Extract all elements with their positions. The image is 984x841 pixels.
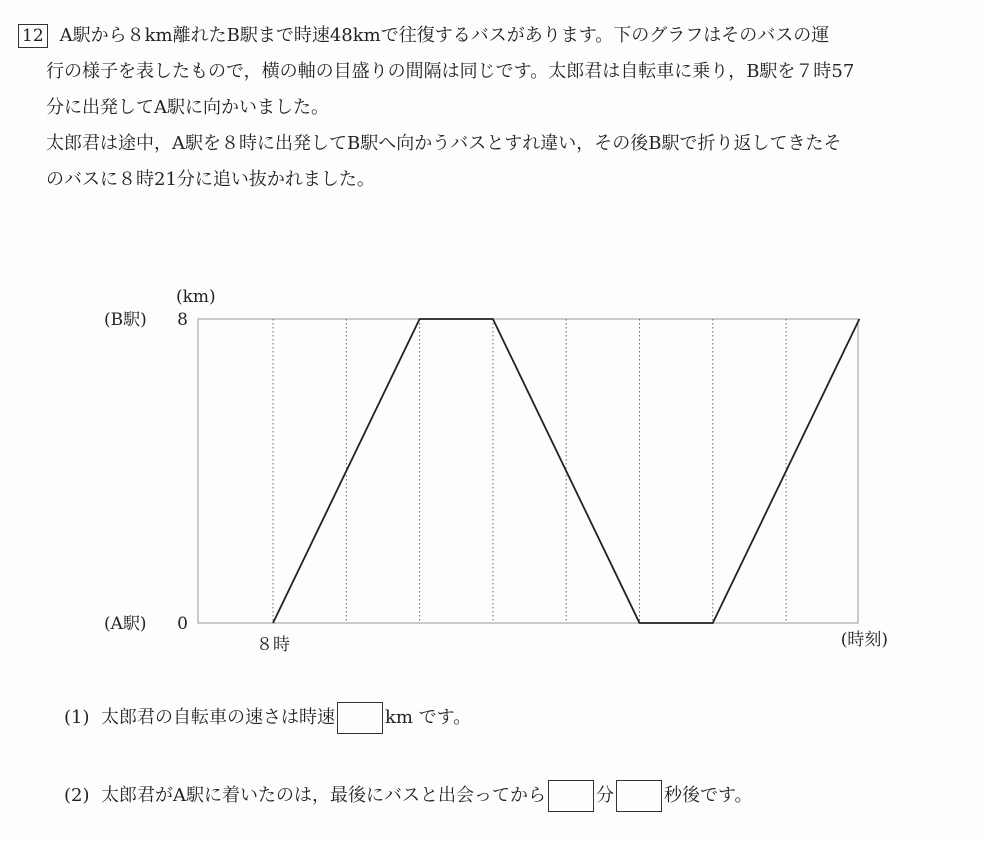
answer-box-minutes[interactable]	[548, 780, 594, 812]
y-tick-label: 8	[177, 310, 188, 330]
question-1: (1) 太郎君の自転車の速さは時速 km です。	[64, 702, 471, 734]
y-unit-label: (km)	[176, 287, 216, 307]
y-tick-label: 0	[177, 614, 188, 634]
problem-line: 分に出発してA駅に向かいました。	[46, 97, 329, 118]
problem-line: 12 A駅から８km離れたB駅まで時速48kmで往復するバスがあります。下のグラフはそのバスの運	[18, 18, 968, 54]
y-station-label: (B駅)	[104, 310, 147, 330]
problem-number: 12	[18, 24, 48, 48]
bus-line	[273, 319, 859, 623]
answer-box[interactable]	[337, 702, 383, 734]
plot-frame	[198, 319, 858, 623]
x-axis-label: (時刻)	[840, 630, 888, 650]
x-tick-label: ８時	[256, 635, 290, 655]
y-station-label: (A駅)	[104, 614, 147, 634]
problem-line: のバスに８時21分に追い抜かれました。	[46, 169, 375, 190]
answer-box-seconds[interactable]	[616, 780, 662, 812]
question-2: (2) 太郎君がA駅に着いたのは，最後にバスと出会ってから 分 秒後です。	[64, 780, 753, 812]
problem-line: 行の様子を表したもので，横の軸の目盛りの間隔は同じです。太郎君は自転車に乗り，B駅を７時57	[46, 61, 855, 82]
problem-line: 太郎君は途中，A駅を８時に出発してB駅へ向かうバスとすれ違い，その後B駅で折り返してきたそ	[46, 133, 842, 154]
